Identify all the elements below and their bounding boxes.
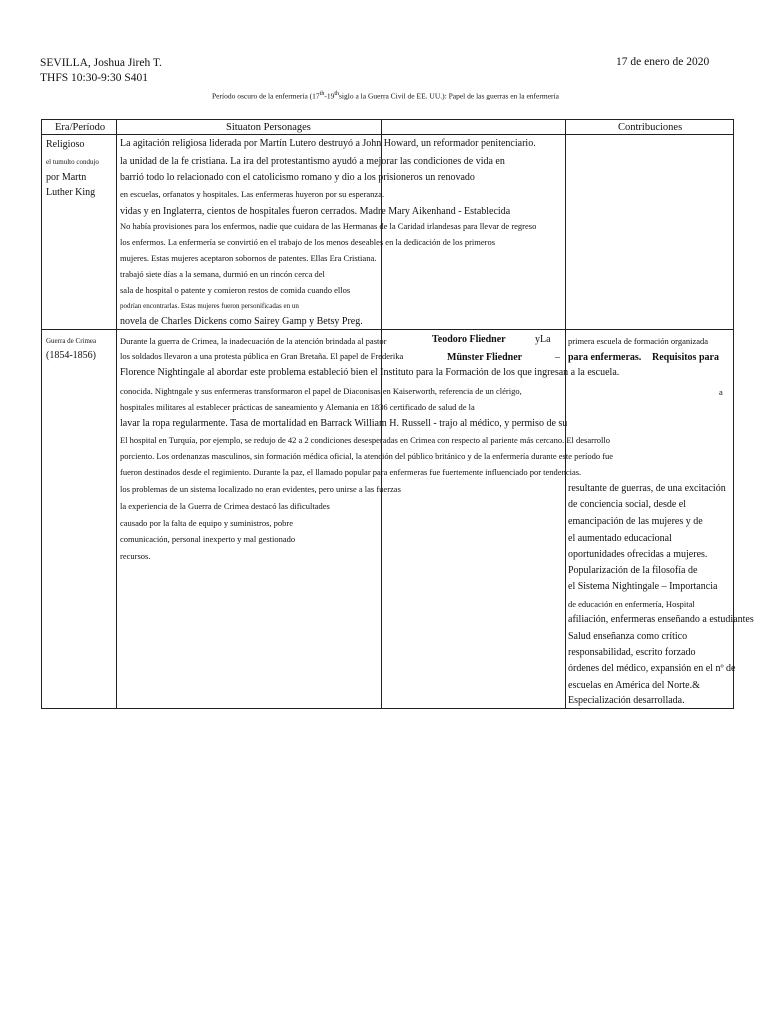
text-line: vidas y en Inglaterra, cientos de hospitales fueron cerrados. Madre Mary Aikenhand - Establecida (120, 206, 511, 217)
contribution-line: de educación en enfermería, Hospital (568, 599, 695, 609)
bold-name: Münster Fliedner (447, 352, 523, 363)
text-line: No había provisiones para los enfermos, nadie que cuidara de las Hermanas de la Caridad irlandesas para llevar de regreso (120, 221, 537, 231)
text-line: sala de hospital o patente y comieron restos de comida cuando ellos (120, 285, 351, 295)
text-line: recursos. (120, 551, 151, 561)
era-label: Religioso (46, 139, 85, 150)
text-line: hospitales militares al establecer prácticas de saneamiento y Alemania en 1836 certificado de salud de la (120, 402, 475, 412)
column-header-contributions: Contribuciones (618, 122, 683, 133)
contribution-line: afiliación, enfermeras enseñando a estudiantes (568, 614, 754, 625)
column-header-situation: Situaton Personages (226, 122, 311, 133)
text-line: La agitación religiosa liderada por Martín Lutero destruyó a John Howard, un reformador penitenciario. (120, 138, 536, 149)
text-line: la experiencia de la Guerra de Crimea destacó las dificultades (120, 501, 330, 511)
document-subtitle (212, 91, 559, 101)
contribution-line: emancipación de las mujeres y de (568, 516, 703, 527)
contribution-line: Requisitos para (652, 352, 719, 363)
contribution-line: de conciencia social, desde el (568, 499, 686, 510)
contribution-line: para enfermeras. (568, 352, 642, 363)
class-section: THFS 10:30-9:30 S401 (40, 72, 148, 84)
text-line: trabajó siete días a la semana, durmió en un rincón cerca del (120, 269, 325, 279)
text-fragment: – (555, 352, 560, 363)
document-date: 17 de enero de 2020 (616, 56, 710, 68)
text-line: los enfermos. La enfermería se convirtió en el trabajo de los menos deseables en la dedicación de los primeros (120, 237, 496, 247)
text-line: barrió todo lo relacionado con el catolicismo romano y dio a los prisioneros un renovado (120, 172, 475, 183)
era-label: Guerra de Crimea (46, 337, 97, 345)
student-name: SEVILLA, Joshua Jireh T. (40, 57, 162, 69)
contribution-fragment: a (719, 387, 723, 397)
text-line: fueron destinados desde el regimiento. Durante la paz, el llamado popular para enfermeras fue fuertemente influenciado por tendencias. (120, 467, 582, 477)
contribution-line: Popularización de la filosofía de (568, 565, 698, 576)
text-line: El hospital en Turquía, por ejemplo, se redujo de 42 a 2 condiciones desesperadas en Crimea con respecto al pariente más cercano. El desarrollo (120, 435, 611, 445)
contribution-line: responsabilidad, escrito forzado (568, 647, 696, 658)
subtitle-part: siglo a la Guerra Civil de EE. UU.): Papel de las guerras en la enfermería (339, 91, 559, 101)
text-line: mujeres. Estas mujeres aceptaron sobornos de patentes. Ellas Era Cristiana. (120, 253, 377, 263)
text-line: en escuelas, orfanatos y hospitales. Las enfermeras huyeron por su esperanza. (120, 189, 385, 199)
contribution-line: Especialización desarrollada. (568, 695, 685, 706)
subtitle-sup: th (319, 91, 325, 97)
subtitle-part: Período oscuro de la enfermería (17 (212, 91, 320, 101)
text-line: Florence Nightingale al abordar este problema estableció bien el Instituto para la Formación de los que ingresan a la escuela. (120, 367, 620, 378)
text-line: los problemas de un sistema localizado no eran evidentes, pero unirse a las fuerzas (120, 484, 401, 494)
era-label: por Martn (46, 172, 87, 183)
text-line: la unidad de la fe cristiana. La ira del protestantismo ayudó a mejorar las condiciones de vida en (120, 156, 505, 167)
column-header-era: Era/Período (55, 122, 106, 133)
text-line: podrían encontrarlas. Estas mujeres fueron personificadas en un (120, 302, 299, 310)
contribution-line: resultante de guerras, de una excitación (568, 483, 726, 494)
subtitle-sup: th (334, 91, 340, 97)
contribution-line: el aumentado educacional (568, 533, 672, 544)
contribution-line: oportunidades ofrecidas a mujeres. (568, 549, 708, 560)
text-line: conocida. Nightngale y sus enfermeras transformaron el papel de Diaconisas en Kaiserworth, referencia de un clérigo, (120, 386, 522, 396)
text-line: lavar la ropa regularmente. Tasa de mortalidad en Barrack William H. Russell - trajo al médico, y permiso de su (120, 418, 568, 429)
text-fragment: yLa (535, 334, 551, 345)
era-label: el tumulto condujo (46, 158, 99, 166)
contribution-line: primera escuela de formación organizada (568, 336, 709, 346)
text-line: porciento. Los ordenanzas masculinos, sin formación médica oficial, la atención del público británico y de la enfermería durante este período fue (120, 451, 614, 461)
contribution-line: órdenes del médico, expansión en el nº de (568, 663, 736, 674)
era-label: Luther King (46, 187, 96, 198)
text-line: los soldados llevaron a una protesta pública en Gran Bretaña. El papel de Frederika (120, 351, 404, 361)
contribution-line: Salud enseñanza como crítico (568, 631, 688, 642)
contribution-line: el Sistema Nightingale – Importancia (568, 581, 718, 592)
text-line: comunicación, personal inexperto y mal gestionado (120, 534, 296, 544)
text-line: Durante la guerra de Crimea, la inadecuación de la atención brindada al pastor (120, 336, 387, 346)
text-line: causado por la falta de equipo y suministros, pobre (120, 518, 294, 528)
text-line: novela de Charles Dickens como Sairey Gamp y Betsy Preg. (120, 316, 363, 327)
bold-name: Teodoro Fliedner (432, 334, 506, 345)
subtitle-part: -19 (324, 91, 335, 101)
era-label: (1854-1856) (46, 350, 96, 361)
contribution-line: escuelas en América del Norte.& (568, 680, 700, 691)
